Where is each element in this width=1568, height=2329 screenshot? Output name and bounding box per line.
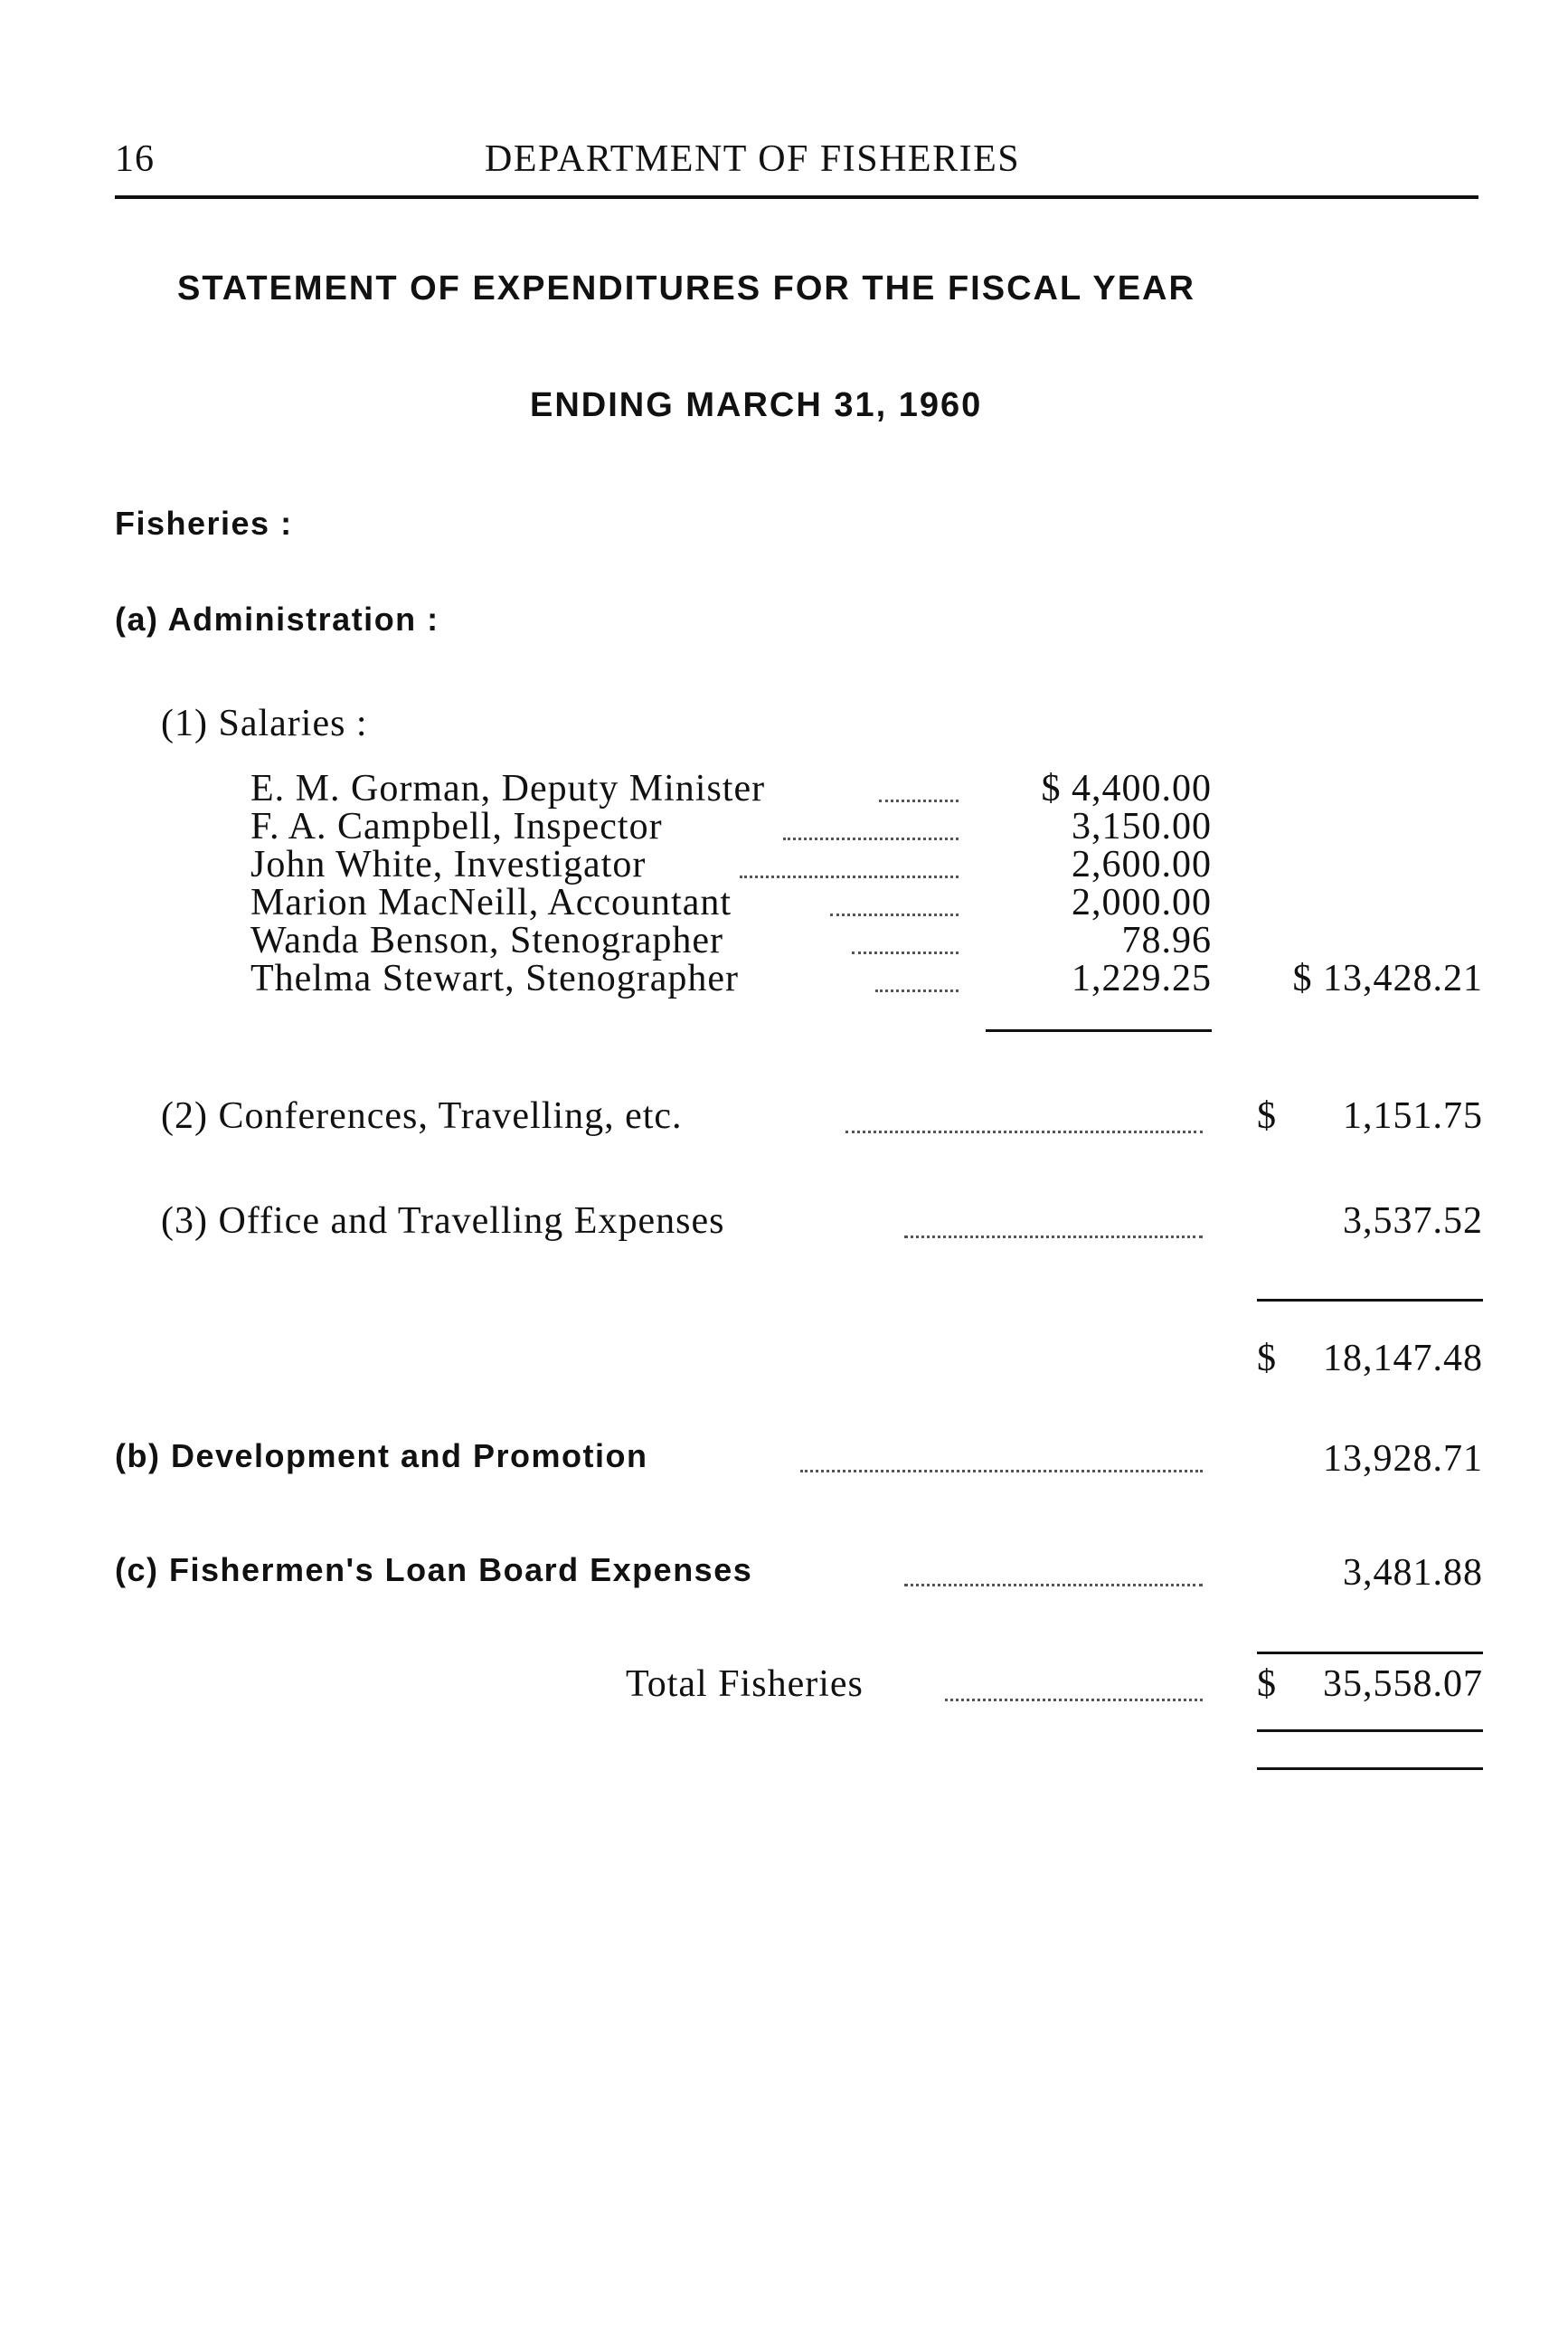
salary-amount: 2,000.00 [1072, 882, 1212, 923]
total-amount: 35,558.07 [1323, 1663, 1483, 1705]
total-dollar: $ [1257, 1663, 1277, 1705]
header-rule [115, 195, 1478, 199]
statement-title: STATEMENT OF EXPENDITURES FOR THE FISCAL YEAR [177, 270, 1195, 308]
dot-leader [845, 1131, 1203, 1133]
salary-name: Marion MacNeill, Accountant [250, 882, 732, 923]
office-expenses-label: (3) Office and Travelling Expenses [161, 1200, 725, 1242]
development-amount: 13,928.71 [1323, 1438, 1483, 1480]
total-double-rule-upper [1257, 1729, 1483, 1732]
conferences-label: (2) Conferences, Travelling, etc. [161, 1095, 683, 1137]
dot-leader [852, 951, 959, 954]
salary-amount: 2,600.00 [1072, 844, 1212, 885]
conferences-amount: 1,151.75 [1343, 1095, 1483, 1137]
salary-name: E. M. Gorman, Deputy Minister [250, 768, 766, 809]
dot-leader [945, 1699, 1203, 1701]
development-label: (b) Development and Promotion [115, 1437, 648, 1474]
dot-leader [783, 838, 959, 840]
dot-leader [740, 876, 959, 878]
loan-board-amount: 3,481.88 [1343, 1552, 1483, 1594]
office-expenses-amount: 3,537.52 [1343, 1200, 1483, 1242]
section-heading: Fisheries : [115, 505, 293, 542]
page-number: 16 [115, 138, 155, 180]
statement-subtitle: ENDING MARCH 31, 1960 [530, 386, 983, 424]
salary-name: Wanda Benson, Stenographer [250, 920, 723, 961]
dot-leader [879, 800, 959, 802]
dot-leader [830, 914, 959, 916]
loan-board-label: (c) Fishermen's Loan Board Expenses [115, 1551, 753, 1588]
salary-amount: 3,150.00 [1072, 806, 1212, 847]
running-title: DEPARTMENT OF FISHERIES [485, 138, 1021, 180]
salary-amount: 78.96 [1121, 920, 1212, 961]
administration-subtotal: 18,147.48 [1323, 1338, 1483, 1379]
dot-leader [904, 1236, 1203, 1238]
subtotal-dollar: $ [1257, 1338, 1277, 1379]
dot-leader [904, 1584, 1203, 1586]
total-top-rule [1257, 1652, 1483, 1654]
total-label: Total Fisheries [626, 1663, 864, 1705]
dot-leader [875, 989, 959, 992]
salary-name: Thelma Stewart, Stenographer [250, 958, 739, 999]
salary-name: John White, Investigator [250, 844, 647, 885]
salaries-underline [986, 1029, 1212, 1032]
administration-heading: (a) Administration : [115, 601, 439, 638]
salary-name: F. A. Campbell, Inspector [250, 806, 663, 847]
salary-amount: $ 4,400.00 [1041, 768, 1212, 809]
conferences-dollar: $ [1257, 1095, 1277, 1137]
dot-leader [800, 1470, 1203, 1472]
subtotal-rule [1257, 1299, 1483, 1302]
salaries-heading: (1) Salaries : [161, 703, 368, 744]
total-double-rule-lower [1257, 1767, 1483, 1770]
salary-amount: 1,229.25 [1072, 958, 1212, 999]
salaries-total: $ 13,428.21 [1292, 958, 1483, 999]
